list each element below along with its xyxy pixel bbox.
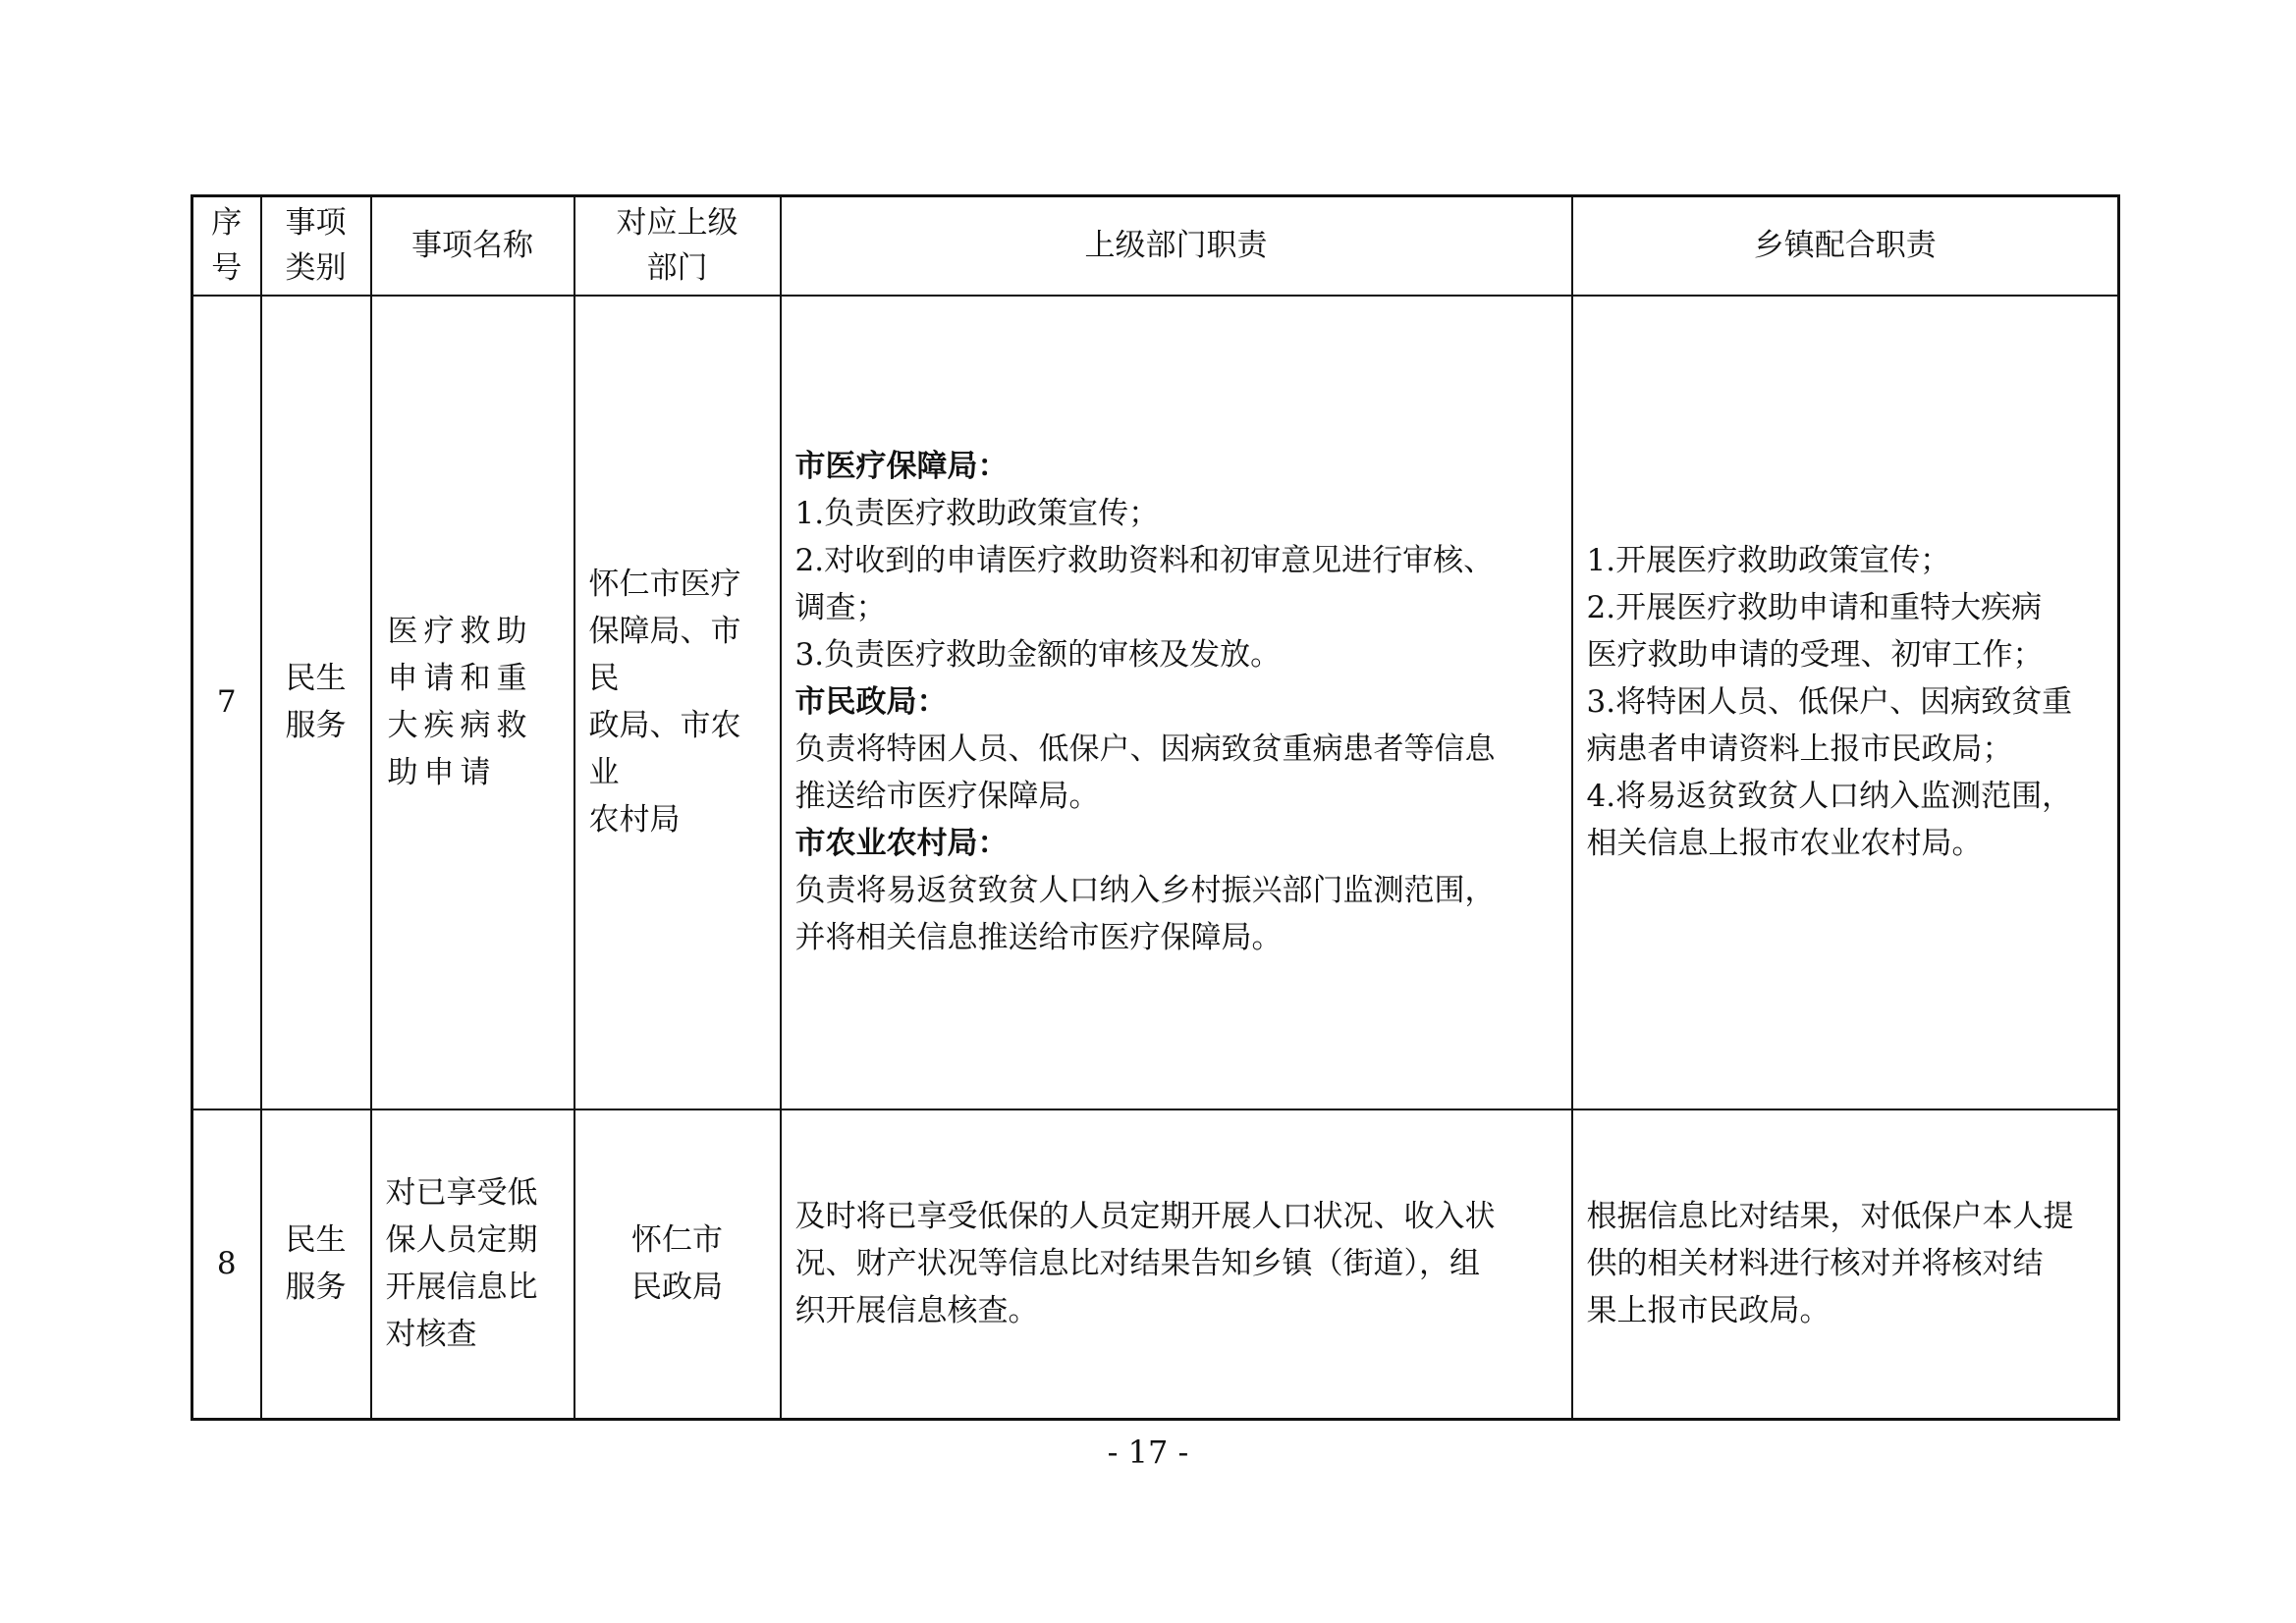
row-8-category-line-2: 服务 xyxy=(285,1270,347,1306)
row-7-category-line-2: 服务 xyxy=(285,708,347,743)
agriculture-duty-line-1: 负责将易返贫致贫人口纳入乡村振兴部门监测范围， xyxy=(794,873,1496,908)
medical-duty-line-3: 调查； xyxy=(794,590,887,625)
row-8-superior-dept xyxy=(574,1109,781,1420)
row-8-township-duty-line-1: 根据信息比对结果，对低保户本人提 xyxy=(1586,1199,2074,1235)
civil-affairs-bureau-heading: 市民政局： xyxy=(794,684,948,720)
row-7-superior-dept-line-1: 怀仁市医疗 xyxy=(588,567,741,602)
row-7-item-name-line-1: 医疗救助 xyxy=(387,614,533,649)
row-8-superior-duty-line-3: 织开展信息核查。 xyxy=(794,1293,1039,1329)
agriculture-duty-line-2: 并将相关信息推送给市医疗保障局。 xyxy=(794,920,1283,955)
row-7-item-name-line-2: 申请和重 xyxy=(387,661,533,696)
row-8-category xyxy=(261,1109,371,1420)
row-7-township-duty xyxy=(1572,296,2119,1109)
township-duty-line-1: 1.开展医疗救助政策宣传； xyxy=(1586,543,1951,578)
medical-duty-line-1: 1.负责医疗救助政策宣传； xyxy=(794,496,1160,531)
civil-duty-line-2: 推送给市医疗保障局。 xyxy=(794,779,1100,814)
header-category-line-2: 类别 xyxy=(285,250,347,287)
township-duty-line-6: 4.将易返贫致贫人口纳入监测范围， xyxy=(1586,779,2073,814)
row-8-township-duty-line-2: 供的相关材料进行核对并将核对结 xyxy=(1586,1246,2044,1282)
township-duty-line-4: 3.将特困人员、低保户、因病致贫重 xyxy=(1586,684,2073,720)
medical-security-bureau-heading: 市医疗保障局： xyxy=(794,449,1009,484)
table-row xyxy=(192,296,2119,1109)
agriculture-bureau-heading: 市农业农村局： xyxy=(794,826,1009,861)
row-8-item-name-line-4: 对核查 xyxy=(385,1317,477,1353)
row-7-item-name-line-4: 助申请 xyxy=(387,755,497,790)
row-7-category xyxy=(261,296,371,1109)
row-8-category-line-1: 民生 xyxy=(285,1222,347,1259)
row-8-township-duty-line-3: 果上报市民政局。 xyxy=(1586,1293,1831,1329)
header-township-duty: 乡镇配合职责 xyxy=(1572,196,2119,296)
responsibility-table-container xyxy=(191,194,2117,1418)
row-7-superior-dept-line-4: 农村局 xyxy=(588,802,681,838)
row-8-superior-duty-line-2: 况、财产状况等信息比对结果告知乡镇（街道），组 xyxy=(794,1246,1480,1282)
header-category xyxy=(261,196,371,296)
row-8-item-name-line-1: 对已享受低 xyxy=(385,1175,538,1212)
civil-duty-line-1: 负责将特困人员、低保户、因病致贫重病患者等信息 xyxy=(794,731,1496,767)
township-duty-line-5: 病患者申请资料上报市民政局； xyxy=(1586,731,2013,767)
row-8-item-name-line-3: 开展信息比 xyxy=(385,1270,538,1306)
header-superior-duty: 上级部门职责 xyxy=(781,196,1572,296)
row-8-superior-duty xyxy=(781,1109,1572,1420)
header-item-name: 事项名称 xyxy=(371,196,574,296)
table-row xyxy=(192,1109,2119,1420)
row-7-superior-duty xyxy=(781,296,1572,1109)
header-seq xyxy=(192,196,261,296)
header-category-line-1: 事项 xyxy=(285,205,347,242)
row-7-seq: 7 xyxy=(192,296,261,1109)
row-7-superior-dept xyxy=(574,296,781,1109)
row-7-superior-dept-line-2: 保障局、市民 xyxy=(588,614,741,696)
header-seq-line-2: 号 xyxy=(211,250,243,287)
table-header-row xyxy=(192,196,2119,296)
row-8-superior-dept-line-2: 民政局 xyxy=(631,1270,723,1306)
row-7-item-name xyxy=(371,296,574,1109)
row-8-item-name-line-2: 保人员定期 xyxy=(385,1222,538,1259)
page-number: - 17 - xyxy=(1107,1434,1189,1471)
row-7-item-name-line-3: 大疾病救 xyxy=(387,708,533,743)
row-7-superior-dept-line-3: 政局、市农业 xyxy=(588,708,741,790)
row-7-category-line-1: 民生 xyxy=(285,661,347,696)
header-superior-dept-line-1: 对应上级 xyxy=(616,205,738,242)
row-8-superior-dept-line-1: 怀仁市 xyxy=(631,1222,723,1259)
township-duty-line-2: 2.开展医疗救助申请和重特大疾病 xyxy=(1586,590,2043,625)
header-seq-line-1: 序 xyxy=(211,205,243,242)
header-superior-dept-line-2: 部门 xyxy=(646,250,708,287)
row-8-item-name xyxy=(371,1109,574,1420)
medical-duty-line-4: 3.负责医疗救助金额的审核及发放。 xyxy=(794,637,1282,673)
row-8-township-duty xyxy=(1572,1109,2119,1420)
township-duty-line-7: 相关信息上报市农业农村局。 xyxy=(1586,826,1983,861)
header-superior-dept xyxy=(574,196,781,296)
medical-duty-line-2: 2.对收到的申请医疗救助资料和初审意见进行审核、 xyxy=(794,543,1495,578)
row-8-superior-duty-line-1: 及时将已享受低保的人员定期开展人口状况、收入状 xyxy=(794,1199,1496,1235)
row-8-seq: 8 xyxy=(192,1109,261,1420)
responsibility-table xyxy=(191,194,2120,1421)
township-duty-line-3: 医疗救助申请的受理、初审工作； xyxy=(1586,637,2044,673)
